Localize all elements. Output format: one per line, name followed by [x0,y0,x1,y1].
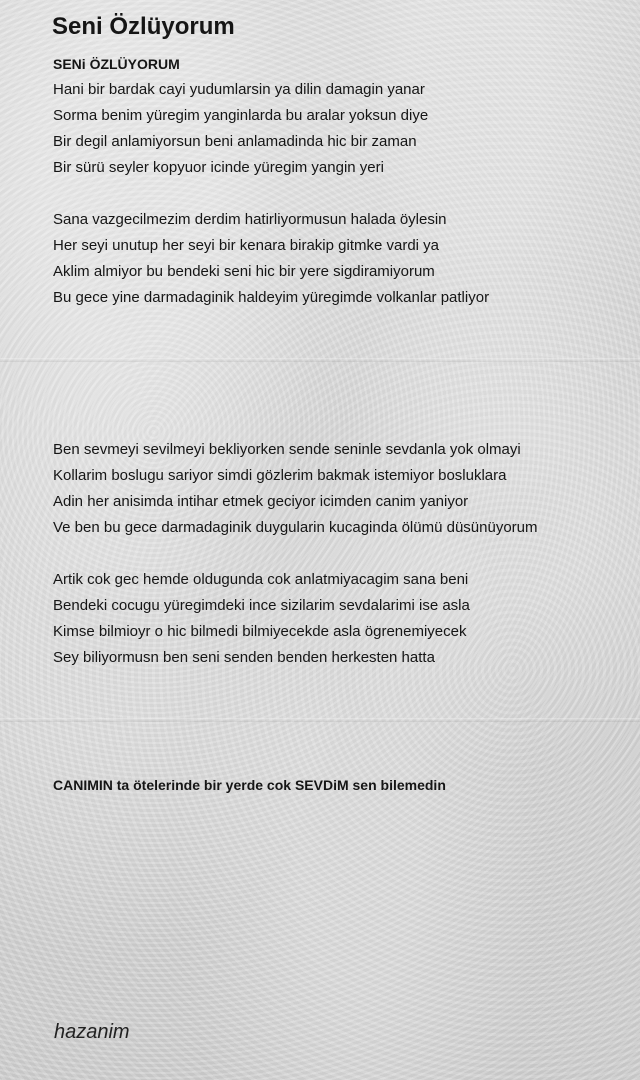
stanza-4-line-1: Artik cok gec hemde oldugunda cok anlatmiyacagim sana beni [53,571,469,588]
stanza-2-line-1: Sana vazgecilmezim derdim hatirliyormusun halada öylesin [53,211,447,228]
background-band-divider [0,358,640,362]
stanza-3-line-2: Kollarim boslugu sariyor simdi gözlerim bakmak istemiyor bosluklara [53,467,507,484]
stanza-1-line-2: Sorma benim yüregim yanginlarda bu aralar yoksun diye [53,107,429,124]
stanza-1-line-3: Bir degil anlamiyorsun beni anlamadinda hic bir zaman [53,133,417,150]
poem-title: Seni Özlüyorum [52,13,235,40]
closing-line: CANIMIN ta ötelerinde bir yerde cok SEVDiM sen bilemedin [53,777,446,793]
stanza-2-line-3: Aklim almiyor bu bendeki seni hic bir yere sigdiramiyorum [53,263,435,280]
author-name: hazanim [54,1021,130,1043]
stanza-1-line-1: Hani bir bardak cayi yudumlarsin ya dilin damagin yanar [53,81,425,98]
stanza-3-line-4: Ve ben bu gece darmadaginik duygularin kucaginda ölümü düsünüyorum [53,519,538,536]
stanza-4-line-4: Sey biliyormusn ben seni senden benden herkesten hatta [53,649,435,666]
stanza-4-line-3: Kimse bilmioyr o hic bilmedi bilmiyecekde asla ögrenemiyecek [53,623,467,640]
poem-heading: SENi ÖZLÜYORUM [53,56,180,72]
stanza-3-line-3: Adin her anisimda intihar etmek geciyor icimden canim yaniyor [53,493,469,510]
background-band-divider [0,718,640,722]
stanza-1-line-4: Bir sürü seyler kopyuor icinde yüregim yangin yeri [53,159,384,176]
stanza-2-line-4: Bu gece yine darmadaginik haldeyim yüregimde volkanlar patliyor [53,289,490,306]
stanza-2-line-2: Her seyi unutup her seyi bir kenara birakip gitmke vardi ya [53,237,440,254]
stanza-3-line-1: Ben sevmeyi sevilmeyi bekliyorken sende seninle sevdanla yok olmayi [53,441,521,458]
stanza-4-line-2: Bendeki cocugu yüregimdeki ince sizilarim sevdalarimi ise asla [53,597,470,614]
